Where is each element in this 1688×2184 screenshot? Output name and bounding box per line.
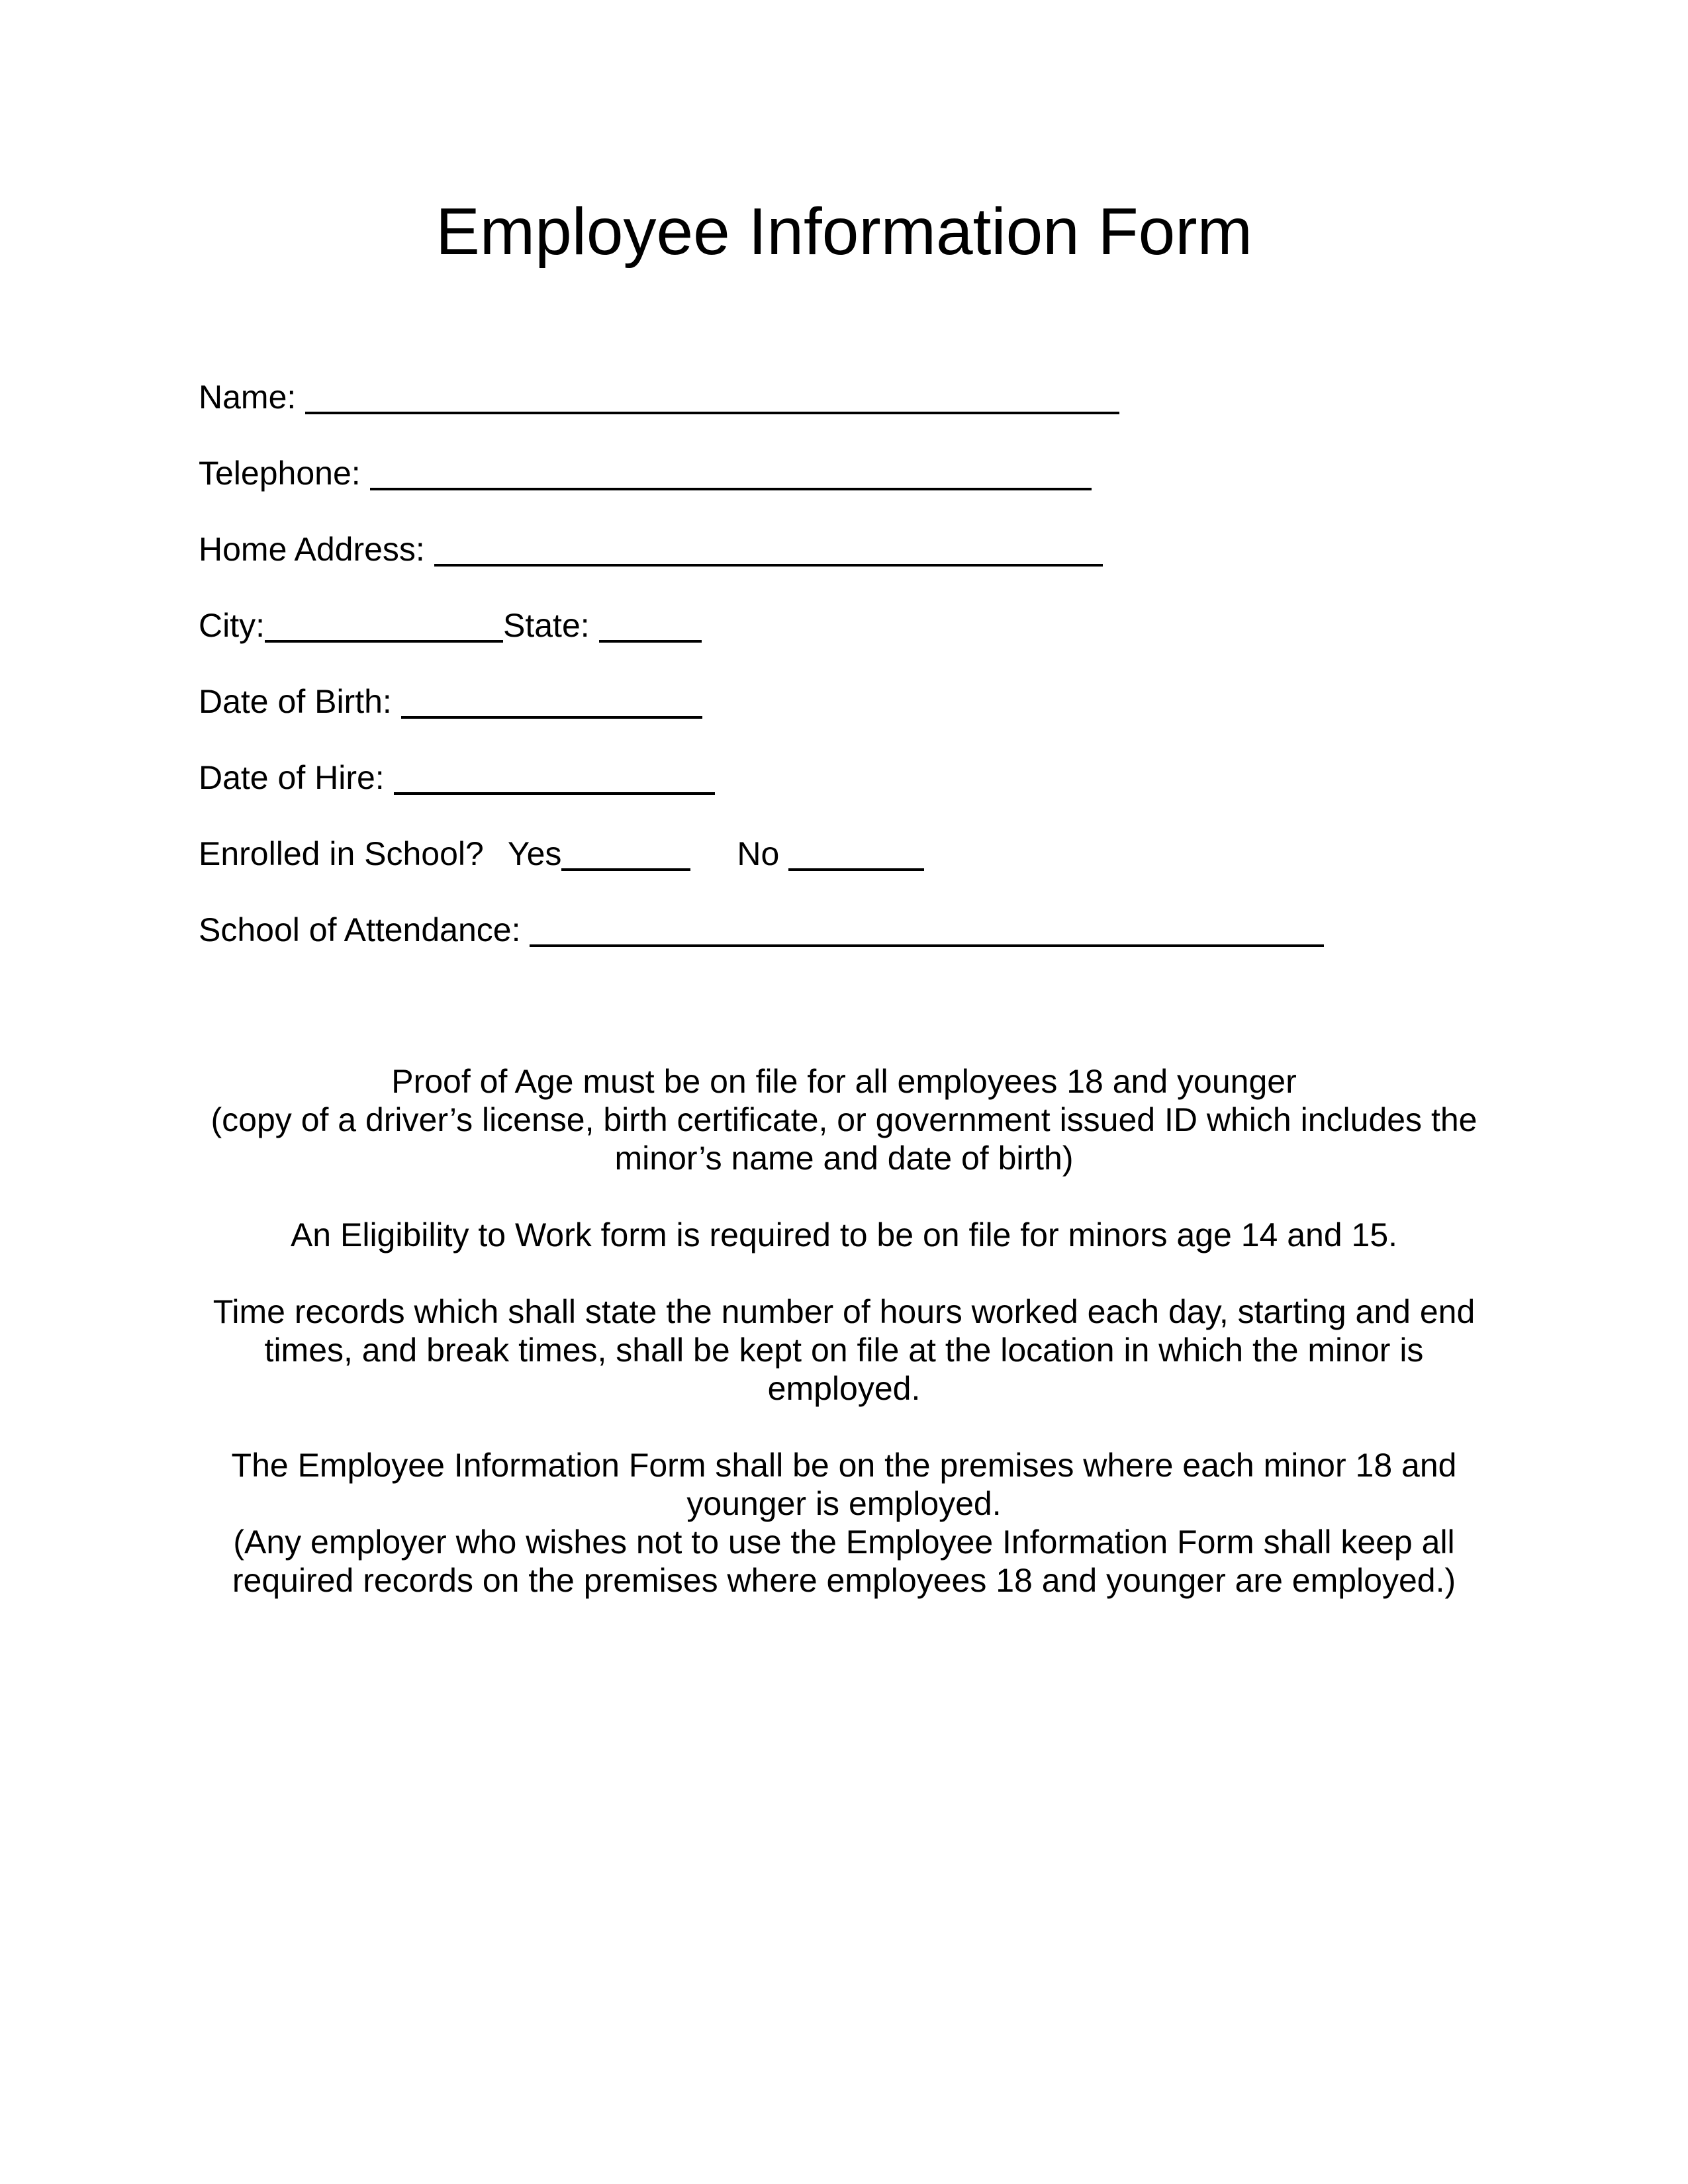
city-state-field-row [199,599,702,645]
dob-blank[interactable] [401,716,702,719]
enrolled-field-row [199,827,924,874]
time-records-note: Time records which shall state the number of hours worked each day, starting and end times, and break times, shall be kept on file at the location in which the minor is employed. [212,1293,1476,1407]
city-label: City: [199,607,265,644]
no-blank[interactable] [788,868,924,871]
proof-of-age-note [199,1062,1489,1177]
yes-blank[interactable] [561,868,690,871]
premises-note [199,1446,1489,1600]
no-label: No [737,835,780,872]
premises-line: The Employee Information Form shall be on the premises where each minor 18 and younger is employed. [231,1447,1457,1522]
eligibility-note: An Eligibility to Work form is required to be on file for minors age 14 and 15. [290,1216,1398,1253]
home-address-label: Home Address: [199,531,425,568]
city-blank[interactable] [265,640,503,643]
page-title: Employee Information Form [436,195,1252,269]
proof-of-age-detail: (copy of a driver’s license, birth certificate, or government issued ID which includes the minor’s name and date of birth) [211,1101,1477,1177]
telephone-label: Telephone: [199,455,361,492]
dob-field-row [199,675,702,721]
yes-label: Yes [507,835,562,872]
name-label: Name: [199,379,297,416]
premises-detail: (Any employer who wishes not to use the Employee Information Form shall keep all required records on the premises where employees 18 and younger are employed.) [232,1524,1456,1599]
telephone-field-row [199,447,1092,493]
telephone-blank[interactable] [370,488,1092,490]
school-blank[interactable] [530,944,1324,947]
school-label: School of Attendance: [199,911,521,948]
home-address-blank[interactable] [434,564,1103,567]
proof-of-age-line: Proof of Age must be on file for all employees 18 and younger [391,1063,1297,1100]
name-field-row [199,371,1119,417]
hire-label: Date of Hire: [199,759,385,796]
school-field-row [199,903,1324,950]
hire-blank[interactable] [394,792,715,795]
hire-field-row [199,751,715,797]
dob-label: Date of Birth: [199,683,392,720]
home-address-field-row [199,523,1103,569]
enrolled-label: Enrolled in School? [199,835,484,872]
state-blank[interactable] [599,640,702,643]
name-blank[interactable] [305,412,1119,414]
notes-section [199,1062,1489,1638]
state-label: State: [503,607,590,644]
